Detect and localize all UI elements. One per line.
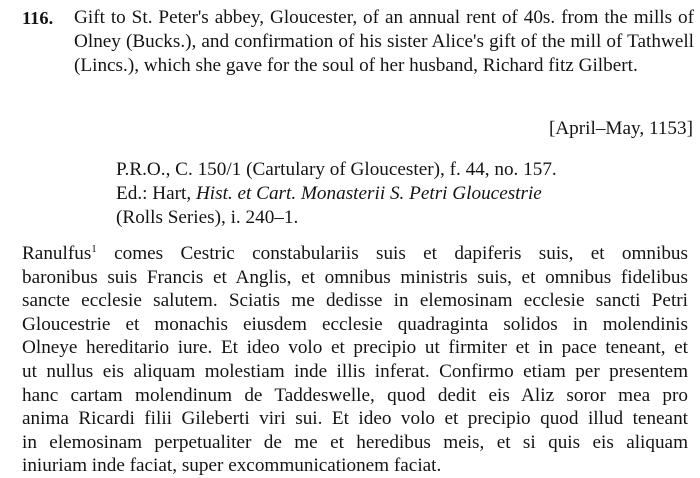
charter-line: Olneye hereditario iure. Et ideo volo et precipio ut firmiter et in pace teneant, et <box>22 337 688 359</box>
charter-line: sancte ecclesie salutem. Sciatis me dedisse in elemosinam ecclesie sancti Petri <box>22 290 688 312</box>
entry-heading <box>22 6 694 78</box>
entry-date: [April–May, 1153] <box>548 118 693 139</box>
source-references <box>116 158 686 230</box>
charter-line: Gloucestrie et monachis eiusdem ecclesie quadraginta solidos in molendinis <box>22 313 688 335</box>
charter-first-word: Ranulfus <box>22 243 92 264</box>
charter-line: in elemosinam perpetualiter de me et heredibus meis, et si quis eis aliquam <box>22 431 688 453</box>
charter-line: hanc cartam molendinum de Taddeswelle, quod dedit eis Aliz soror mea pro <box>22 384 688 406</box>
edition-title: Hist. et Cart. Monasterii S. Petri Gloucestrie <box>195 183 542 204</box>
charter-line <box>22 242 688 266</box>
entry-number: 116. <box>22 8 54 28</box>
edition-prefix: Ed.: Hart, <box>116 183 196 204</box>
edition-series: (Rolls Series), i. 240–1. <box>116 207 299 228</box>
charter-entry-header <box>22 6 694 78</box>
charter-line: baronibus suis Francis et Anglis, et omnibus ministris suis, et omnibus fidelibus <box>22 266 688 288</box>
entry-summary: Gift to St. Peter's abbey, Gloucester, of an annual rent of 40s. from the mills of Olney (Bucks.), and confirmation of his sister Alice's gift of the mill of Tathwell (Lincs.), which she gave for the soul of her husband, Richard fitz Gilbert. <box>74 7 694 76</box>
footnote-marker: 1 <box>91 243 97 255</box>
edition-reference <box>116 182 686 206</box>
charter-first-line-rest: comes Cestric constabulariis suis et dapiferis suis, et omnibus <box>96 243 688 264</box>
charter-line: iniuriam inde faciat, super excommunicationem faciat. <box>22 455 442 477</box>
charter-line: anima Ricardi filii Gileberti viri sui. Et ideo volo et precipio quod illud teneant <box>22 408 688 430</box>
manuscript-source: P.R.O., C. 150/1 (Cartulary of Gloucester), f. 44, no. 157. <box>116 159 557 180</box>
charter-line: ut nullus eis aliquam molestiam inde illis inferat. Confirmo etiam per presentem <box>22 360 688 382</box>
charter-text <box>22 242 688 478</box>
